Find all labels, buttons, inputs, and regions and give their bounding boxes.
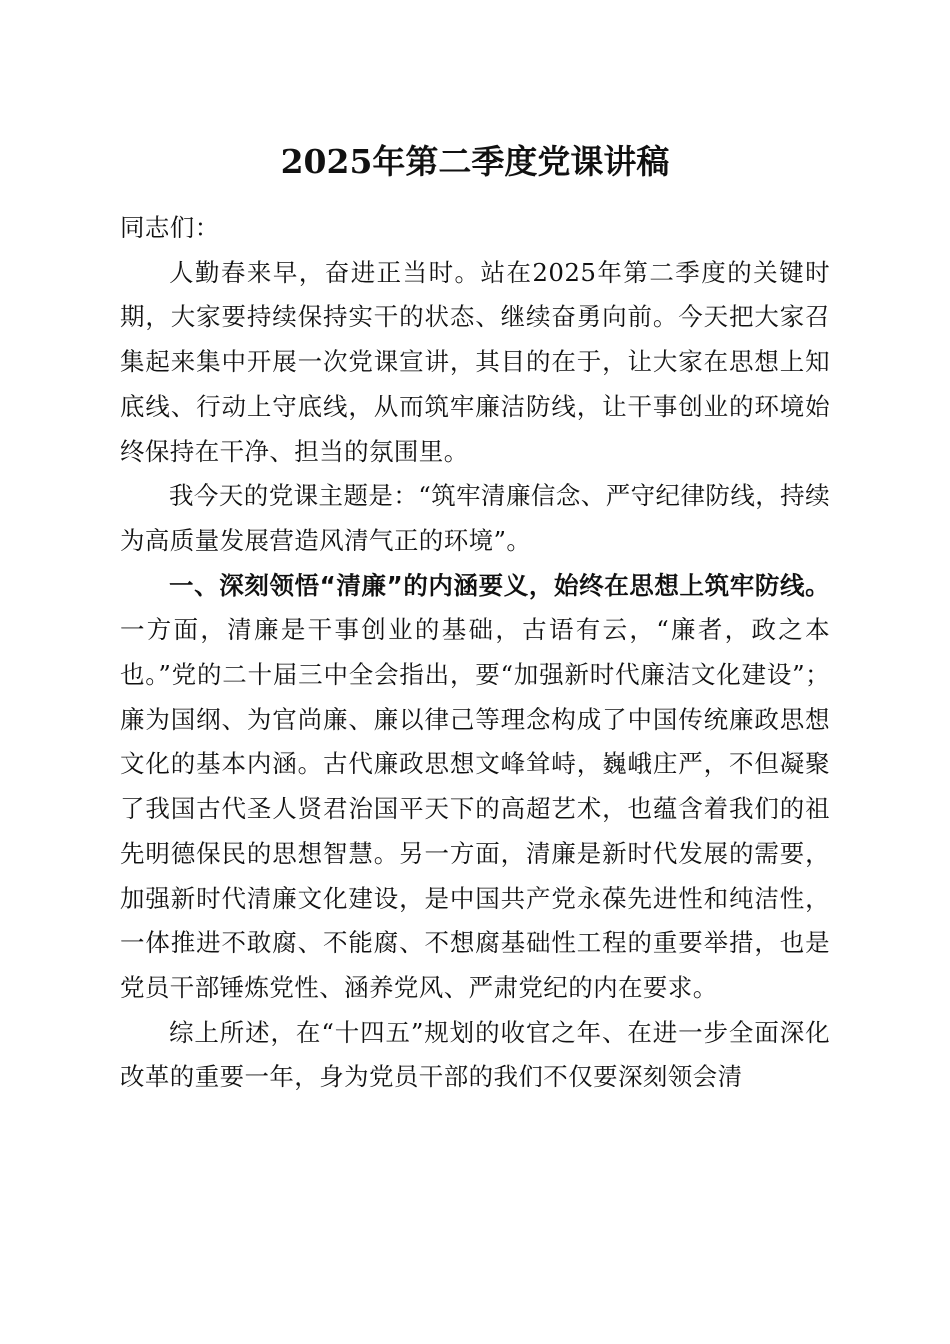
- paragraph-theme: 我今天的党课主题是：“筑牢清廉信念、严守纪律防线，持续为高质量发展营造风清气正的环境”。: [120, 481, 830, 555]
- section-one-heading: 一、深刻领悟“清廉”的内涵要义，始终在思想上筑牢防线。: [169, 570, 830, 600]
- salutation: 同志们：: [120, 213, 220, 242]
- document-body: [120, 206, 830, 1100]
- paragraph-intro: 人勤春来早，奋进正当时。站在2025年第二季度的关键时期，大家要持续保持实干的状态、继续奋勇向前。今天把大家召集起来集中开展一次党课宣讲，其目的在于，让大家在思想上知底线、行动上守底线，从而筑牢廉洁防线，让干事创业的环境始终保持在干净、担当的氛围里。: [120, 257, 830, 466]
- paragraph-section-one: [120, 564, 830, 1011]
- document-title: 2025年第二季度党课讲稿: [280, 142, 670, 181]
- section-one-body: 一方面，清廉是干事创业的基础，古语有云，“廉者，政之本也。”党的二十届三中全会指出，要“加强新时代廉洁文化建设”；廉为国纲、为官尚廉、廉以律己等理念构成了中国传统廉政思想文化的基本内涵。古代廉政思想文峰耸峙，巍峨庄严，不但凝聚了我国古代圣人贤君治国平天下的高超艺术，也蕴含着我们的祖先明德保民的思想智慧。另一方面，清廉是新时代发展的需要，加强新时代清廉文化建设，是中国共产党永葆先进性和纯洁性，一体推进不敢腐、不能腐、不想腐基础性工程的重要举措，也是党员干部锤炼党性、涵养党风、严肃党纪的内在要求。: [120, 615, 830, 1002]
- paragraph-summary: 综上所述，在“十四五”规划的收官之年、在进一步全面深化改革的重要一年，身为党员干部的我们不仅要深刻领会清: [120, 1017, 830, 1092]
